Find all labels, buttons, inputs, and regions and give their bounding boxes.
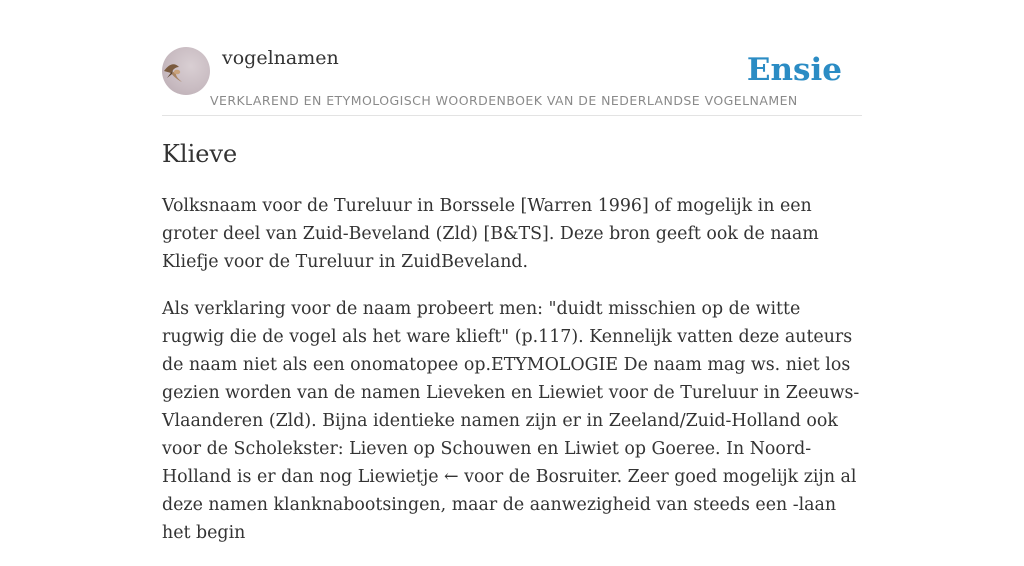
site-subtitle: VERKLAREND EN ETYMOLOGISCH WOORDENBOEK VAN DE NEDERLANDSE VOGELNAMEN — [210, 93, 798, 108]
page-container — [162, 0, 862, 543]
avatar[interactable] — [162, 47, 210, 95]
brand-logo-link[interactable]: Ensie — [746, 52, 842, 88]
article-title: Klieve — [162, 140, 238, 168]
article-paragraph: Als verklaring voor de naam probeert men: "duidt misschien op de witte rugwig die de vogel als het ware klieft" (p.117). Kennelijk vatten deze auteurs de naam niet als een onomatopee op.ETYMOLOGIE De naam mag ws. niet los gezien worden van de namen Lieveken en Liewiet voor de Tureluur in Zeeuws-Vlaanderen (Zld). Bijna identieke namen zijn er in Zeeland/Zuid-Holland ook voor de Scholekster: Lieven op Schouwen en Liwiet op Goeree. In Noord-Holland is er dan nog Liewietje ← voor de Bosruiter. Zeer goed mogelijk zijn al deze namen klanknabootsingen, maar de aanwezigheid van steeds een -laan het begin — [162, 299, 860, 543]
article-body — [162, 192, 862, 566]
bird-icon — [162, 47, 210, 95]
article-paragraph: Volksnaam voor de Tureluur in Borssele [Warren 1996] of mogelijk in een groter deel van Zuid-Beveland (Zld) [B&TS]. Deze bron geeft ook de naam Kliefje voor de Tureluur in ZuidBeveland. — [162, 196, 819, 272]
site-header — [162, 0, 862, 116]
site-name[interactable]: vogelnamen — [222, 47, 339, 69]
